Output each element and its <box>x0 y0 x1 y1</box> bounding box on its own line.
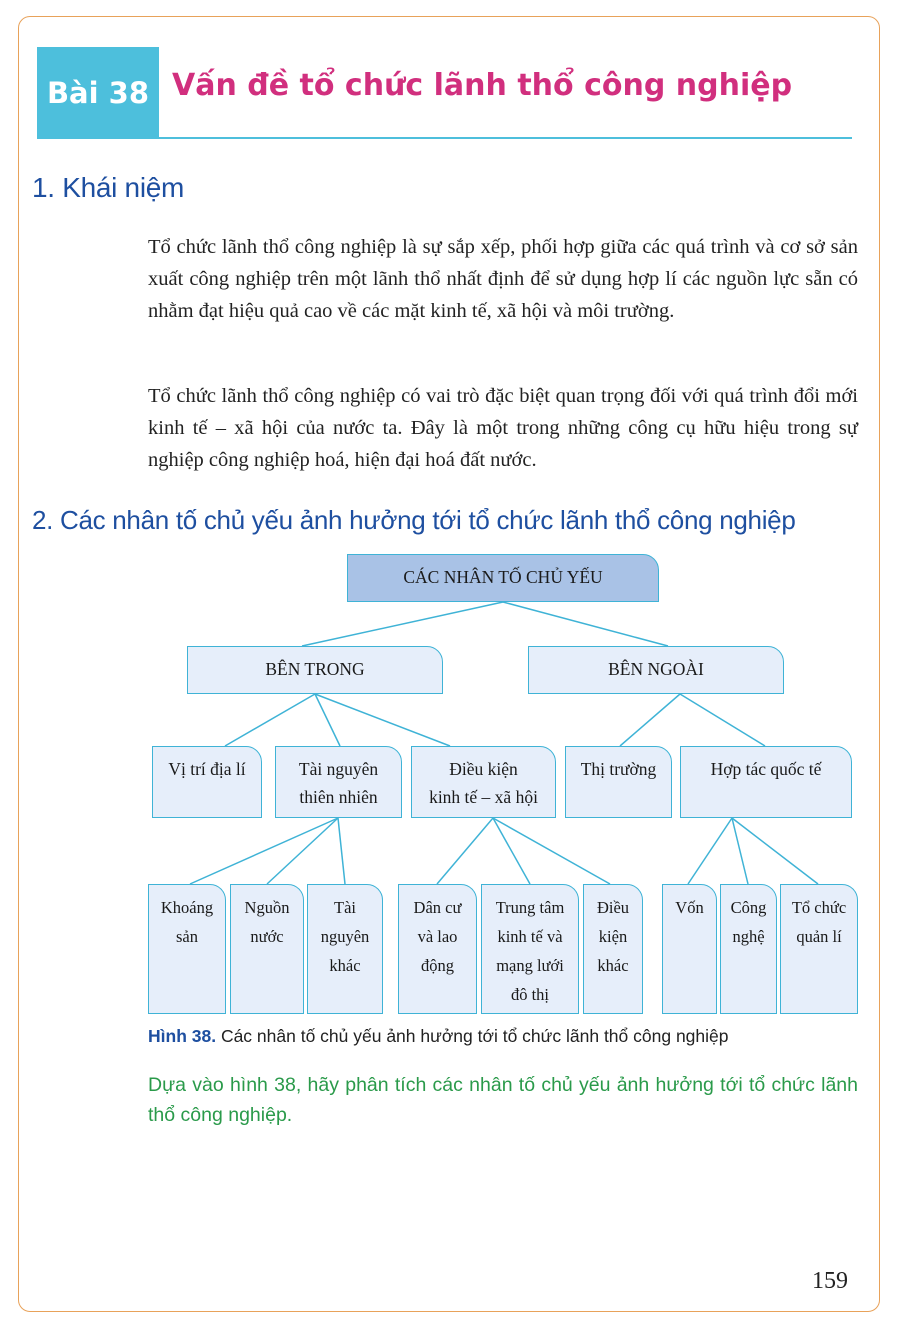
node-economic-centers-line-4: đô thị <box>510 985 550 1004</box>
node-natural-resources <box>275 746 402 818</box>
node-economic-centers-line-2: kinh tế và <box>497 927 563 946</box>
node-economic-centers-line-1: Trung tâm <box>495 898 565 917</box>
node-minerals <box>148 884 226 1014</box>
section-1-paragraph-1: Tổ chức lãnh thổ công nghiệp là sự sắp xếp, phối hợp giữa các quá trình và cơ sở sản xuất công nghiệp trên một lãnh thổ nhất định để sử dụng hợp lí các nguồn lực sẵn có nhằm đạt hiệu quả cao về các mặt kinh tế, xã hội và môi trường. <box>148 236 858 322</box>
connector-natural-minerals <box>190 818 338 884</box>
node-other-conditions-line-3: khác <box>597 956 629 975</box>
node-management <box>780 884 858 1014</box>
node-market-line-1: Thị trường <box>580 759 657 779</box>
node-economic-centers-line-3: mạng lưới <box>496 956 564 975</box>
node-natural-resources-line-1: Tài nguyên <box>298 759 379 779</box>
exercise-prompt: Dựa vào hình 38, hãy phân tích các nhân tố chủ yếu ảnh hưởng tới tổ chức lãnh thổ công nghiệp. <box>148 1074 858 1126</box>
node-water-sources-line-1: Nguồn <box>244 898 290 917</box>
connector-inside-location <box>225 694 315 746</box>
connector-root-inside <box>302 602 503 646</box>
node-minerals-line-1: Khoáng <box>160 898 214 917</box>
figure-caption <box>148 1026 729 1047</box>
connector-outside-market <box>620 694 680 746</box>
node-population-labor-line-1: Dân cư <box>413 898 462 917</box>
connector-root-outside <box>503 602 668 646</box>
figure-caption-text: Các nhân tố chủ yếu ảnh hưởng tới tổ chức lãnh thổ công nghiệp <box>216 1026 729 1046</box>
node-outside <box>528 646 784 694</box>
node-outside-label: BÊN NGOÀI <box>608 659 704 679</box>
node-technology <box>720 884 777 1014</box>
node-capital <box>662 884 717 1014</box>
section-2-heading: 2. Các nhân tố chủ yếu ảnh hưởng tới tổ chức lãnh thổ công nghiệp <box>32 505 796 535</box>
node-socioeconomic <box>411 746 556 818</box>
node-location <box>152 746 262 818</box>
node-technology-line-1: Công <box>730 898 767 917</box>
node-main-factors-label: CÁC NHÂN TỐ CHỦ YẾU <box>403 567 603 587</box>
node-population-labor <box>398 884 477 1014</box>
connector-outside-cooperation <box>680 694 765 746</box>
node-inside-label: BÊN TRONG <box>265 659 365 679</box>
node-other-conditions <box>583 884 643 1014</box>
node-population-labor-line-3: động <box>421 956 454 975</box>
node-minerals-line-2: sản <box>176 927 198 946</box>
connector-coop-capital <box>688 818 732 884</box>
connector-inside-socioeconomic <box>315 694 450 746</box>
node-other-resources-line-1: Tài <box>334 898 356 917</box>
node-international-cooperation <box>680 746 852 818</box>
node-international-cooperation-line-1: Hợp tác quốc tế <box>710 759 822 779</box>
node-inside <box>187 646 443 694</box>
node-natural-resources-line-2: thiên nhiên <box>299 787 378 807</box>
node-socioeconomic-line-1: Điều kiện <box>449 759 518 779</box>
node-main-factors <box>347 554 659 602</box>
node-population-labor-line-2: và lao <box>417 927 458 946</box>
figure-caption-label: Hình 38. <box>148 1026 217 1046</box>
section-1-heading: 1. Khái niệm <box>32 172 185 203</box>
node-economic-centers <box>481 884 579 1014</box>
node-socioeconomic-line-2: kinh tế – xã hội <box>429 787 538 807</box>
node-location-line-1: Vị trí địa lí <box>168 759 246 779</box>
node-other-resources-line-3: khác <box>329 956 361 975</box>
node-other-conditions-line-2: kiện <box>598 927 628 946</box>
lesson-badge: Bài 38 <box>37 47 159 139</box>
node-management-line-2: quản lí <box>796 927 842 946</box>
node-capital-line-1: Vốn <box>675 898 704 917</box>
node-management-line-1: Tổ chức <box>791 898 847 917</box>
connector-natural-water <box>267 818 338 884</box>
connector-socio-other <box>493 818 610 884</box>
node-water-sources <box>230 884 304 1014</box>
node-technology-line-2: nghệ <box>732 927 765 946</box>
lesson-title: Vấn đề tổ chức lãnh thổ công nghiệp <box>172 68 793 103</box>
node-other-resources <box>307 884 383 1014</box>
node-market <box>565 746 672 818</box>
section-1-paragraph-2: Tổ chức lãnh thổ công nghiệp có vai trò đặc biệt quan trọng đối với quá trình đổi mới kinh tế – xã hội của nước ta. Đây là một trong những công cụ hữu hiệu trong sự nghiệp công nghiệp hoá, hiện đại hoá đất nước. <box>148 385 858 471</box>
connector-socio-labor <box>437 818 493 884</box>
page-number: 159 <box>812 1268 848 1294</box>
node-other-conditions-line-1: Điều <box>596 898 630 917</box>
connector-natural-other <box>338 818 345 884</box>
node-water-sources-line-2: nước <box>250 927 284 946</box>
node-other-resources-line-2: nguyên <box>320 927 370 946</box>
